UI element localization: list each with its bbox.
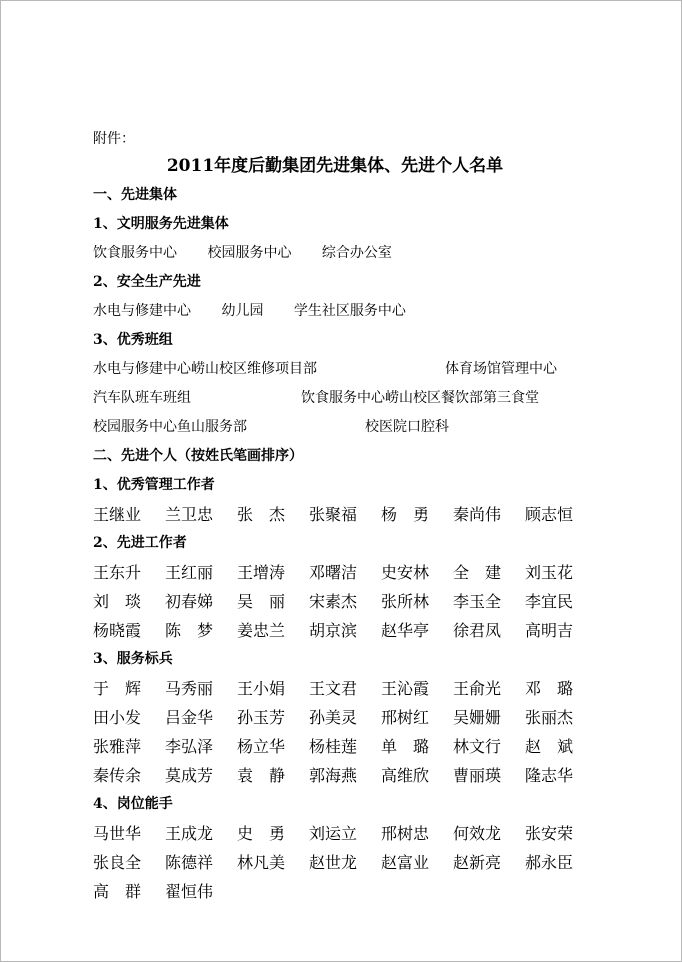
person-name: 张安荣	[525, 824, 574, 843]
category-heading: 4、岗位能手	[93, 796, 173, 812]
list-item: 幼儿园	[221, 303, 264, 319]
person-name: 顾志恒	[525, 505, 574, 524]
person-name: 高 群	[93, 882, 142, 901]
list-item: 体育场馆管理中心	[445, 361, 557, 377]
person-name: 田小发	[93, 708, 142, 727]
person-name: 王文君	[309, 679, 358, 698]
person-name: 胡京滨	[309, 621, 358, 640]
person-name: 曹丽瑛	[453, 766, 502, 785]
person-name: 王小娟	[237, 679, 286, 698]
team-row	[93, 413, 583, 442]
person-name: 郝永臣	[525, 853, 574, 872]
person-name: 马世华	[93, 824, 142, 843]
attachment-label: 附件：	[93, 131, 135, 147]
person-name: 宋素杰	[309, 592, 358, 611]
team-row	[93, 384, 583, 413]
category-heading: 2、先进工作者	[93, 535, 187, 551]
person-name: 赵世龙	[309, 853, 358, 872]
list-item: 饮食服务中心崂山校区餐饮部第三食堂	[301, 390, 539, 406]
person-name: 莫成芳	[165, 766, 214, 785]
person-name: 孙玉芳	[237, 708, 286, 727]
person-name: 于 辉	[93, 679, 142, 698]
person-name: 吴 丽	[237, 592, 286, 611]
person-name: 隆志华	[525, 766, 574, 785]
person-name: 吴姗姗	[453, 708, 502, 727]
person-name: 林文行	[453, 737, 502, 756]
section-heading-individual: 二、先进个人（按姓氏笔画排序）	[93, 448, 303, 464]
person-name: 杨 勇	[381, 505, 430, 524]
person-name: 全 建	[453, 563, 502, 582]
person-name: 王沁霞	[381, 679, 430, 698]
category-heading: 3、优秀班组	[93, 332, 173, 348]
person-name: 刘运立	[309, 824, 358, 843]
person-name: 兰卫忠	[165, 505, 214, 524]
person-name: 赵新亮	[453, 853, 502, 872]
list-item: 汽车队班车班组	[93, 390, 191, 406]
person-name: 李弘泽	[165, 737, 214, 756]
list-item: 综合办公室	[321, 245, 392, 261]
person-name: 邢树红	[381, 708, 430, 727]
category-heading: 1、优秀管理工作者	[93, 477, 215, 493]
list-item: 水电与修建中心崂山校区维修项目部	[93, 361, 317, 377]
category-heading: 3、服务标兵	[93, 651, 173, 667]
person-name: 初春娣	[165, 592, 214, 611]
person-name: 赵 斌	[525, 737, 574, 756]
person-name: 单 璐	[381, 737, 430, 756]
list-item: 校园服务中心鱼山服务部	[93, 419, 247, 435]
collective-list	[93, 297, 583, 326]
person-name: 史 勇	[237, 824, 286, 843]
person-name: 杨立华	[237, 737, 286, 756]
team-row	[93, 355, 583, 384]
list-item: 学生社区服务中心	[293, 303, 406, 319]
category-heading: 2、安全生产先进	[93, 274, 201, 290]
person-name: 张雅萍	[93, 737, 142, 756]
document-content	[93, 127, 583, 906]
person-name: 秦传余	[93, 766, 142, 785]
person-name: 王继业	[93, 505, 142, 524]
section-heading-collective: 一、先进集体	[93, 187, 177, 203]
name-grid	[93, 674, 583, 790]
list-item: 饮食服务中心	[93, 245, 177, 261]
person-name: 李宜民	[525, 592, 574, 611]
person-name: 杨晓霞	[93, 621, 142, 640]
list-item: 水电与修建中心	[93, 303, 191, 319]
person-name: 王俞光	[453, 679, 502, 698]
person-name: 高维欣	[381, 766, 430, 785]
person-name: 翟恒伟	[165, 882, 214, 901]
person-name: 邓曙洁	[309, 563, 358, 582]
person-name: 张聚福	[309, 505, 358, 524]
person-name: 杨桂莲	[309, 737, 358, 756]
person-name: 张良全	[93, 853, 142, 872]
person-name: 袁 静	[237, 766, 286, 785]
person-name: 高明吉	[525, 621, 574, 640]
person-name: 赵富业	[381, 853, 430, 872]
person-name: 姜忠兰	[237, 621, 286, 640]
name-grid	[93, 558, 583, 645]
person-name: 赵华亭	[381, 621, 430, 640]
person-name: 王东升	[93, 563, 142, 582]
document-title: 2011年度后勤集团先进集体、先进个人名单	[166, 156, 504, 176]
name-grid	[93, 500, 583, 529]
person-name: 王红丽	[165, 563, 214, 582]
person-name: 史安林	[381, 563, 430, 582]
person-name: 秦尚伟	[453, 505, 502, 524]
person-name: 张 杰	[237, 505, 286, 524]
name-grid	[93, 819, 583, 906]
person-name: 何效龙	[453, 824, 502, 843]
person-name: 王增涛	[237, 563, 286, 582]
person-name: 张丽杰	[525, 708, 574, 727]
collective-list	[93, 239, 583, 268]
person-name: 张所林	[381, 592, 430, 611]
person-name: 陈 梦	[165, 621, 214, 640]
person-name: 吕金华	[165, 708, 214, 727]
person-name: 邓 璐	[525, 679, 574, 698]
person-name: 李玉全	[453, 592, 502, 611]
person-name: 马秀丽	[165, 679, 214, 698]
list-item: 校园服务中心	[207, 245, 292, 261]
person-name: 王成龙	[165, 824, 214, 843]
person-name: 林凡美	[237, 853, 286, 872]
category-heading: 1、文明服务先进集体	[93, 216, 229, 232]
person-name: 孙美灵	[309, 708, 358, 727]
list-item: 校医院口腔科	[365, 419, 449, 435]
person-name: 陈德祥	[165, 853, 214, 872]
person-name: 邢树忠	[381, 824, 430, 843]
person-name: 郭海燕	[309, 766, 358, 785]
person-name: 刘 琰	[93, 592, 142, 611]
person-name: 徐君凤	[453, 621, 502, 640]
person-name: 刘玉花	[525, 563, 574, 582]
